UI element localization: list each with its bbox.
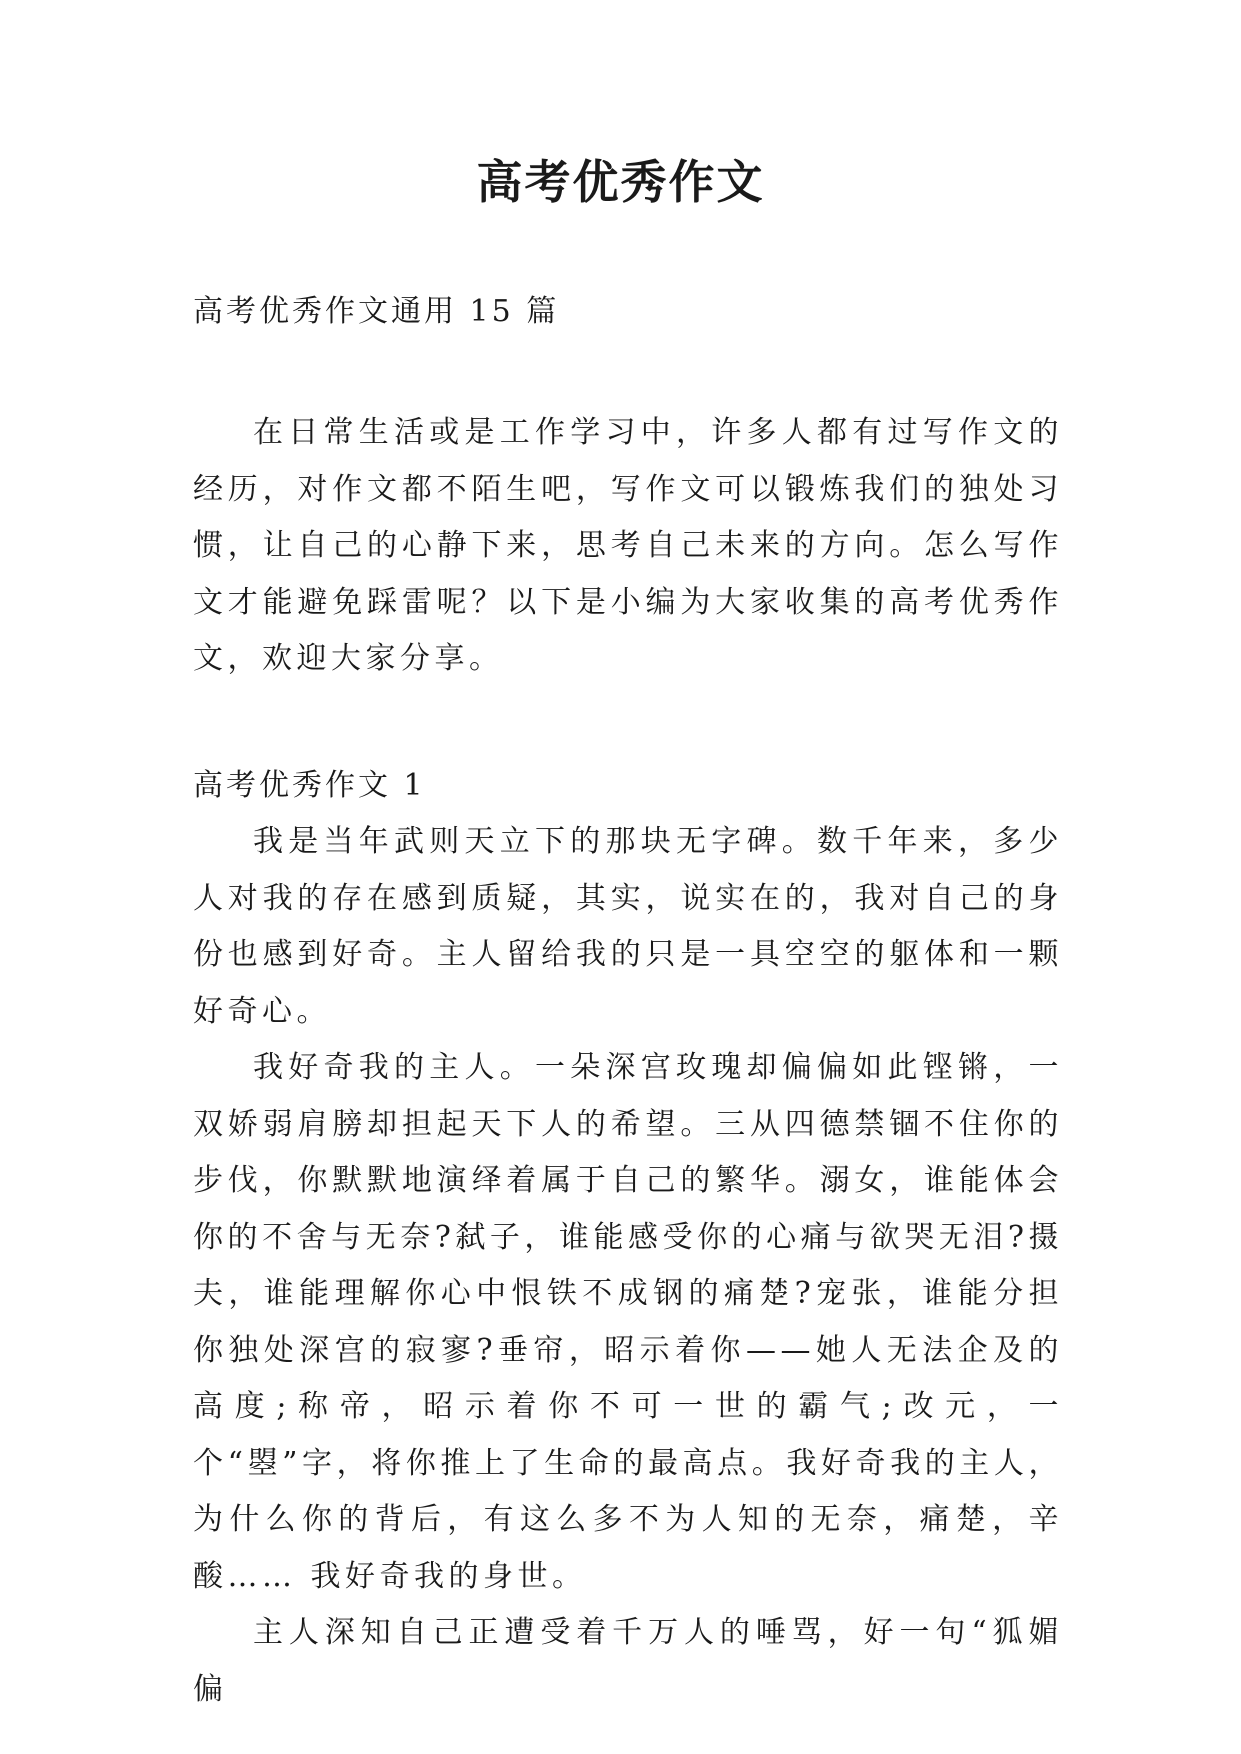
section-heading: 高考优秀作文 1 [193, 768, 426, 803]
section-paragraph: 我是当年武则天立下的那块无字碑。数千年来，多少人对我的存在感到质疑，其实，说实在的，我对自己的身份也感到好奇。主人留给我的只是一具空空的躯体和一颗好奇心。 [193, 824, 1063, 1029]
section-body [193, 814, 1063, 1718]
intro-paragraph: 在日常生活或是工作学习中，许多人都有过写作文的经历，对作文都不陌生吧，写作文可以锻炼我们的独处习惯，让自己的心静下来，思考自己未来的方向。怎么写作文才能避免踩雷呢？以下是小编为大家收集的高考优秀作文，欢迎大家分享。 [193, 415, 1063, 676]
section-paragraph: 主人深知自己正遭受着千万人的唾骂，好一句“狐媚偏 [193, 1615, 1063, 1707]
document-title: 高考优秀作文 [476, 155, 765, 209]
document-subtitle: 高考优秀作文通用 15 篇 [193, 294, 560, 329]
section-paragraph: 我好奇我的主人。一朵深宫玫瑰却偏偏如此铿锵，一双娇弱肩膀却担起天下人的希望。三从四德禁锢不住你的步伐，你默默地演绎着属于自己的繁华。溺女，谁能体会你的不舍与无奈?弑子，谁能感受你的心痛与欲哭无泪?摄夫，谁能理解你心中恨铁不成钢的痛楚?宠张，谁能分担你独处深宫的寂寥?垂帘，昭示着你——她人无法企及的高度;称帝，昭示着你不可一世的霸气;改元，一个“曌”字，将你推上了生命的最高点。我好奇我的主人，为什么你的背后，有这么多不为人知的无奈，痛楚，辛酸…… 我好奇我的身世。 [193, 1050, 1063, 1594]
